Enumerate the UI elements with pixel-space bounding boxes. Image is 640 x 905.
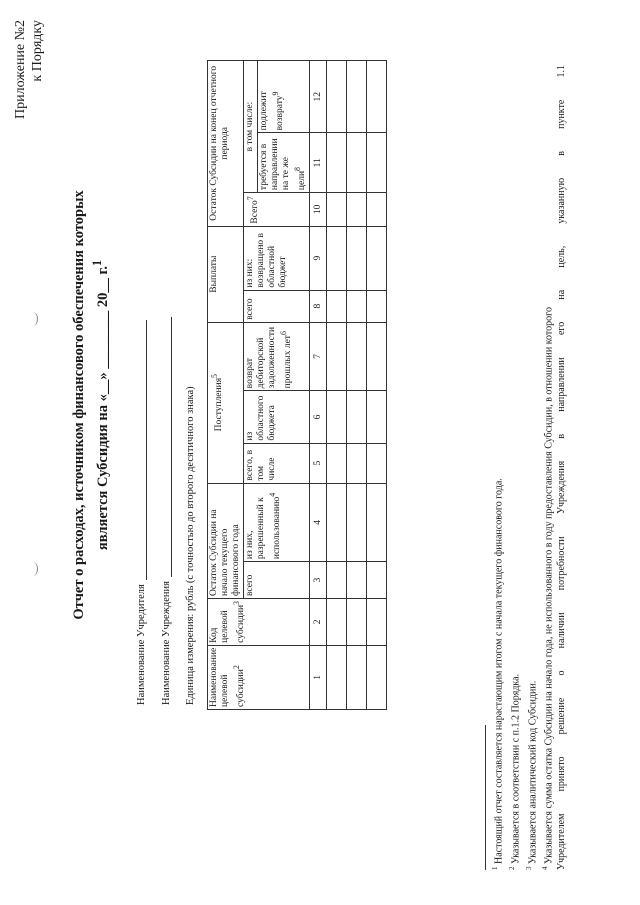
appendix-number: Приложение №2	[13, 20, 28, 119]
table-cell[interactable]	[367, 133, 387, 193]
institution-label: Наименование Учреждения	[161, 581, 172, 705]
footnote-mark: 2	[507, 866, 516, 870]
header-from-budget: из областного бюджета	[244, 391, 310, 443]
footnote-text: Указывается в соответствии с п.1.2 Порядка.	[510, 673, 522, 864]
title-line2	[88, 145, 112, 665]
unit-of-measure: Единица измерения: рубль (с точностью до второго десятичного знака)	[185, 386, 196, 705]
col-number-8: 8	[310, 290, 327, 322]
header-end-total	[244, 193, 310, 227]
table-cell[interactable]	[327, 599, 347, 646]
table-cell[interactable]	[327, 391, 347, 443]
column-numbers-row	[310, 61, 327, 710]
table-cell[interactable]	[367, 193, 387, 227]
header-allowed-use	[244, 483, 310, 562]
founder-name-row	[135, 320, 147, 705]
col-number-9: 9	[310, 226, 327, 290]
table-cell[interactable]	[367, 226, 387, 290]
table-row	[347, 61, 367, 710]
table-cell[interactable]	[327, 193, 347, 227]
table-cell[interactable]	[327, 483, 347, 562]
receipts-footnote: 5	[210, 373, 219, 378]
footnote-text: Указывается сумма остатка Субсидии на начало года, не использованного в году предоставления Субсидии, в отношении которого	[543, 306, 555, 864]
debt-return-footnote: 6	[279, 331, 288, 336]
receipts-label: Поступления	[214, 377, 225, 432]
institution-name-row	[160, 317, 172, 705]
table-cell[interactable]	[327, 133, 347, 193]
footnote-mark: 4	[541, 866, 550, 870]
header-subsidy-name	[208, 645, 310, 709]
table-cell[interactable]	[367, 61, 387, 133]
header-row-1	[208, 61, 244, 710]
binder-mark	[27, 312, 38, 326]
header-receipts	[208, 322, 244, 483]
footnote-separator	[485, 725, 486, 870]
footnote-1	[489, 65, 506, 870]
table-cell[interactable]	[347, 193, 367, 227]
footnote-mark: 1	[491, 866, 499, 870]
table-row	[367, 61, 387, 710]
header-start-total: всего	[244, 562, 310, 599]
header-subsidy-code	[208, 599, 310, 646]
allowed-use-label: из них, разрешенный к использованию	[245, 496, 283, 560]
header-remainder-end: Остаток Субсидии на конец отчетного периода	[208, 61, 244, 227]
founder-label: Наименование Учредителя	[136, 584, 147, 705]
footnote-2	[506, 65, 523, 870]
binder-mark	[27, 562, 38, 576]
subsidy-code-footnote: 3	[232, 601, 241, 605]
allowed-use-footnote: 4	[268, 492, 277, 497]
header-debt-return	[244, 322, 310, 391]
report-title	[70, 145, 112, 665]
footnote-text: Настоящий отчет составляется нарастающим итогом с начала текущего финансового года.	[493, 478, 505, 864]
table-cell[interactable]	[347, 443, 367, 483]
subsidy-name-label: Наименование целевой субсидии	[209, 647, 247, 707]
table-cell[interactable]	[347, 133, 367, 193]
table-cell[interactable]	[347, 226, 367, 290]
footnote-4-continuation	[556, 65, 569, 870]
table-row	[327, 61, 347, 710]
footnote-3	[523, 65, 540, 870]
footnote-mark: 3	[524, 866, 533, 870]
table-cell[interactable]	[367, 483, 387, 562]
table-cell[interactable]	[367, 562, 387, 599]
appendix-to-order: к Порядку	[30, 20, 45, 82]
col-number-12: 12	[310, 61, 327, 133]
table-cell[interactable]	[347, 61, 367, 133]
table-cell[interactable]	[327, 443, 347, 483]
title-line1: Отчет о расходах, источником финансового обеспечения которых	[71, 190, 87, 620]
col-number-1: 1	[310, 645, 327, 709]
table-cell[interactable]	[327, 226, 347, 290]
title-line2-text: является Субсидия на «__» ________ 20__ г.	[94, 265, 111, 551]
table-cell[interactable]	[367, 322, 387, 391]
subsidy-name-footnote: 2	[232, 665, 241, 670]
col-number-3: 3	[310, 562, 327, 599]
table-cell[interactable]	[347, 562, 367, 599]
required-same-label: требуется в направлении на те же цели	[259, 138, 308, 191]
header-including: в том числе:	[244, 61, 258, 193]
table-cell[interactable]	[367, 391, 387, 443]
footnotes	[489, 65, 569, 870]
to-return-footnote: 9	[271, 91, 280, 96]
appendix-reference	[12, 20, 46, 245]
table-cell[interactable]	[347, 483, 367, 562]
footnote-text: Учредителем принято решение о наличии потребности Учреждения в направлении его на цель, указанную в пункте 1.1	[556, 65, 568, 870]
required-same-footnote: 8	[293, 166, 302, 171]
col-number-4: 4	[310, 483, 327, 562]
table-cell[interactable]	[327, 562, 347, 599]
table-cell[interactable]	[367, 290, 387, 322]
col-number-10: 10	[310, 193, 327, 227]
institution-name-field[interactable]	[160, 317, 172, 577]
report-table	[207, 60, 387, 710]
table-cell[interactable]	[367, 645, 387, 709]
col-number-6: 6	[310, 391, 327, 443]
header-required-same	[258, 133, 310, 193]
col-number-11: 11	[310, 133, 327, 193]
table-cell[interactable]	[327, 322, 347, 391]
table-cell[interactable]	[347, 391, 367, 443]
end-total-footnote: 7	[246, 196, 255, 201]
table-cell[interactable]	[347, 645, 367, 709]
footnote-text: Указывается аналитический код Субсидии.	[526, 680, 538, 864]
founder-name-field[interactable]	[135, 320, 147, 580]
footnote-4	[539, 65, 556, 870]
header-receipts-total: всего, в том числе	[244, 443, 310, 483]
header-remainder-start: Остаток Субсидии на начало текущего финансового года	[208, 483, 244, 598]
title-footnote-mark: 1	[90, 259, 104, 266]
end-total-label: Всего	[250, 200, 261, 224]
subsidy-code-label: Код целевой субсидии	[209, 604, 247, 643]
table-cell[interactable]	[367, 443, 387, 483]
col-number-2: 2	[310, 599, 327, 646]
col-number-5: 5	[310, 443, 327, 483]
table-cell[interactable]	[347, 322, 367, 391]
to-return-label: подлежит возврату	[259, 91, 286, 131]
table-cell[interactable]	[347, 599, 367, 646]
header-to-return	[258, 61, 310, 133]
table-cell[interactable]	[327, 290, 347, 322]
header-payments: Выплаты	[208, 226, 244, 322]
table-cell[interactable]	[347, 290, 367, 322]
header-payments-total: всего	[244, 290, 310, 322]
table-cell[interactable]	[327, 645, 347, 709]
table-cell[interactable]	[327, 61, 347, 133]
table-cell[interactable]	[367, 599, 387, 646]
debt-return-label: возврат дебиторской задолженности прошлых лет	[245, 326, 294, 389]
header-returned-budget: из них: возвращено в областной бюджет	[244, 226, 310, 290]
col-number-7: 7	[310, 322, 327, 391]
